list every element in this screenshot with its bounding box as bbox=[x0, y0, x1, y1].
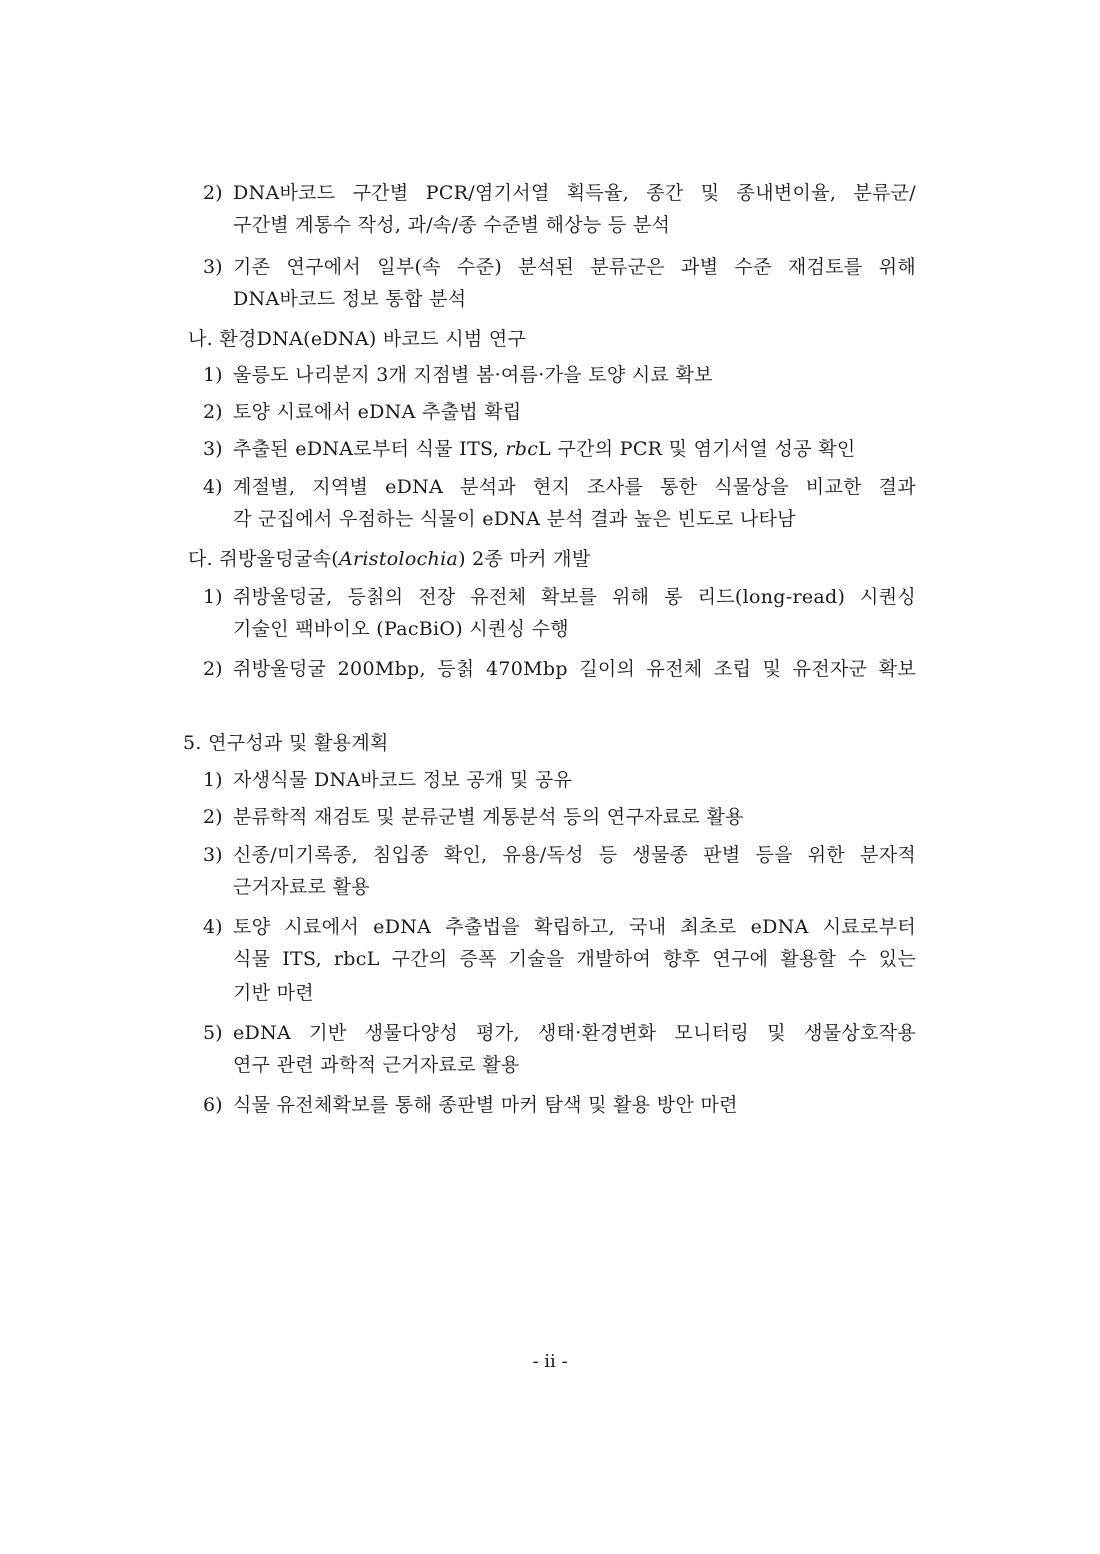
list-item-text: 구간별 계통수 작성, 과/속/종 수준별 해상능 등 분석 bbox=[233, 214, 671, 236]
list-number: 4) bbox=[203, 916, 223, 938]
list-item-text: 쥐방울덩굴 200Mbp, 등칡 470Mbp 길이의 유전체 조립 및 유전자군 확보 bbox=[233, 658, 916, 680]
list-number: 2) bbox=[203, 401, 223, 423]
list-number: 2) bbox=[203, 806, 223, 828]
italic-text-run: Aristolochia bbox=[338, 548, 459, 570]
list-item-text: DNA바코드 정보 통합 분석 bbox=[233, 288, 467, 310]
list-number: 6) bbox=[203, 1094, 223, 1116]
list-item-text: 자생식물 DNA바코드 정보 공개 및 공유 bbox=[233, 769, 573, 791]
list-item-text: 신종/미기록종, 침입종 확인, 유용/독성 등 생물종 판별 등을 위한 분자적 bbox=[233, 844, 916, 866]
italic-text-run: rbc bbox=[505, 438, 539, 460]
page-number: - ii - bbox=[532, 1351, 568, 1372]
list-item-text: 계절별, 지역별 eDNA 분석과 현지 조사를 통한 식물상을 비교한 결과 bbox=[233, 476, 916, 498]
section-heading: 5. 연구성과 및 활용계획 bbox=[183, 732, 389, 754]
list-number: 3) bbox=[203, 438, 223, 460]
list-number: 1) bbox=[203, 769, 223, 791]
list-item-text: eDNA 기반 생물다양성 평가, 생태·환경변화 모니터링 및 생물상호작용 bbox=[233, 1022, 916, 1044]
list-item-text: 토양 시료에서 eDNA 추출법을 확립하고, 국내 최초로 eDNA 시료로부터 bbox=[233, 916, 916, 938]
list-number: 2) bbox=[203, 182, 223, 204]
list-item-text: 기존 연구에서 일부(속 수준) 분석된 분류군은 과별 수준 재검토를 위해 bbox=[233, 256, 916, 278]
list-item-text: 토양 시료에서 eDNA 추출법 확립 bbox=[233, 401, 522, 423]
list-item-text: 쥐방울덩굴, 등칡의 전장 유전체 확보를 위해 롱 리드(long-read) 시퀀싱 bbox=[233, 586, 916, 608]
list-item-text: 각 군집에서 우점하는 식물이 eDNA 분석 결과 높은 빈도로 나타남 bbox=[233, 508, 796, 530]
list-number: 1) bbox=[203, 586, 223, 608]
list-item-text: 기반 마련 bbox=[233, 982, 314, 1004]
list-item-text: 울릉도 나리분지 3개 지점별 봄·여름·가을 토양 시료 확보 bbox=[233, 364, 713, 386]
list-item-text: 식물 ITS, rbcL 구간의 증폭 기술을 개발하여 향후 연구에 활용할 수 있는 bbox=[233, 948, 916, 970]
list-number: 3) bbox=[203, 256, 223, 278]
list-item-text: 기술인 팩바이오 (PacBiO) 시퀀싱 수행 bbox=[233, 618, 569, 640]
text-run: 추출된 eDNA로부터 식물 ITS, bbox=[233, 438, 506, 460]
section-heading bbox=[188, 546, 590, 572]
text-run: 다. 쥐방울덩굴속( bbox=[188, 548, 339, 570]
list-number: 2) bbox=[203, 658, 223, 680]
list-number: 5) bbox=[203, 1022, 223, 1044]
list-item-text: 근거자료로 활용 bbox=[233, 876, 370, 898]
list-item-text: 분류학적 재검토 및 분류군별 계통분석 등의 연구자료로 활용 bbox=[233, 806, 744, 828]
list-number: 3) bbox=[203, 844, 223, 866]
list-item-text: 식물 유전체확보를 통해 종판별 마커 탐색 및 활용 방안 마련 bbox=[233, 1094, 738, 1116]
section-heading: 나. 환경DNA(eDNA) 바코드 시범 연구 bbox=[188, 328, 527, 350]
text-run: ) 2종 마커 개발 bbox=[458, 548, 591, 570]
list-item-text: DNA바코드 구간별 PCR/염기서열 획득율, 종간 및 종내변이율, 분류군/ bbox=[233, 182, 916, 204]
list-item-text bbox=[233, 436, 856, 462]
text-run: L 구간의 PCR 및 염기서열 성공 확인 bbox=[538, 438, 856, 460]
list-item-text: 연구 관련 과학적 근거자료로 활용 bbox=[233, 1054, 520, 1076]
list-number: 4) bbox=[203, 476, 223, 498]
list-number: 1) bbox=[203, 364, 223, 386]
